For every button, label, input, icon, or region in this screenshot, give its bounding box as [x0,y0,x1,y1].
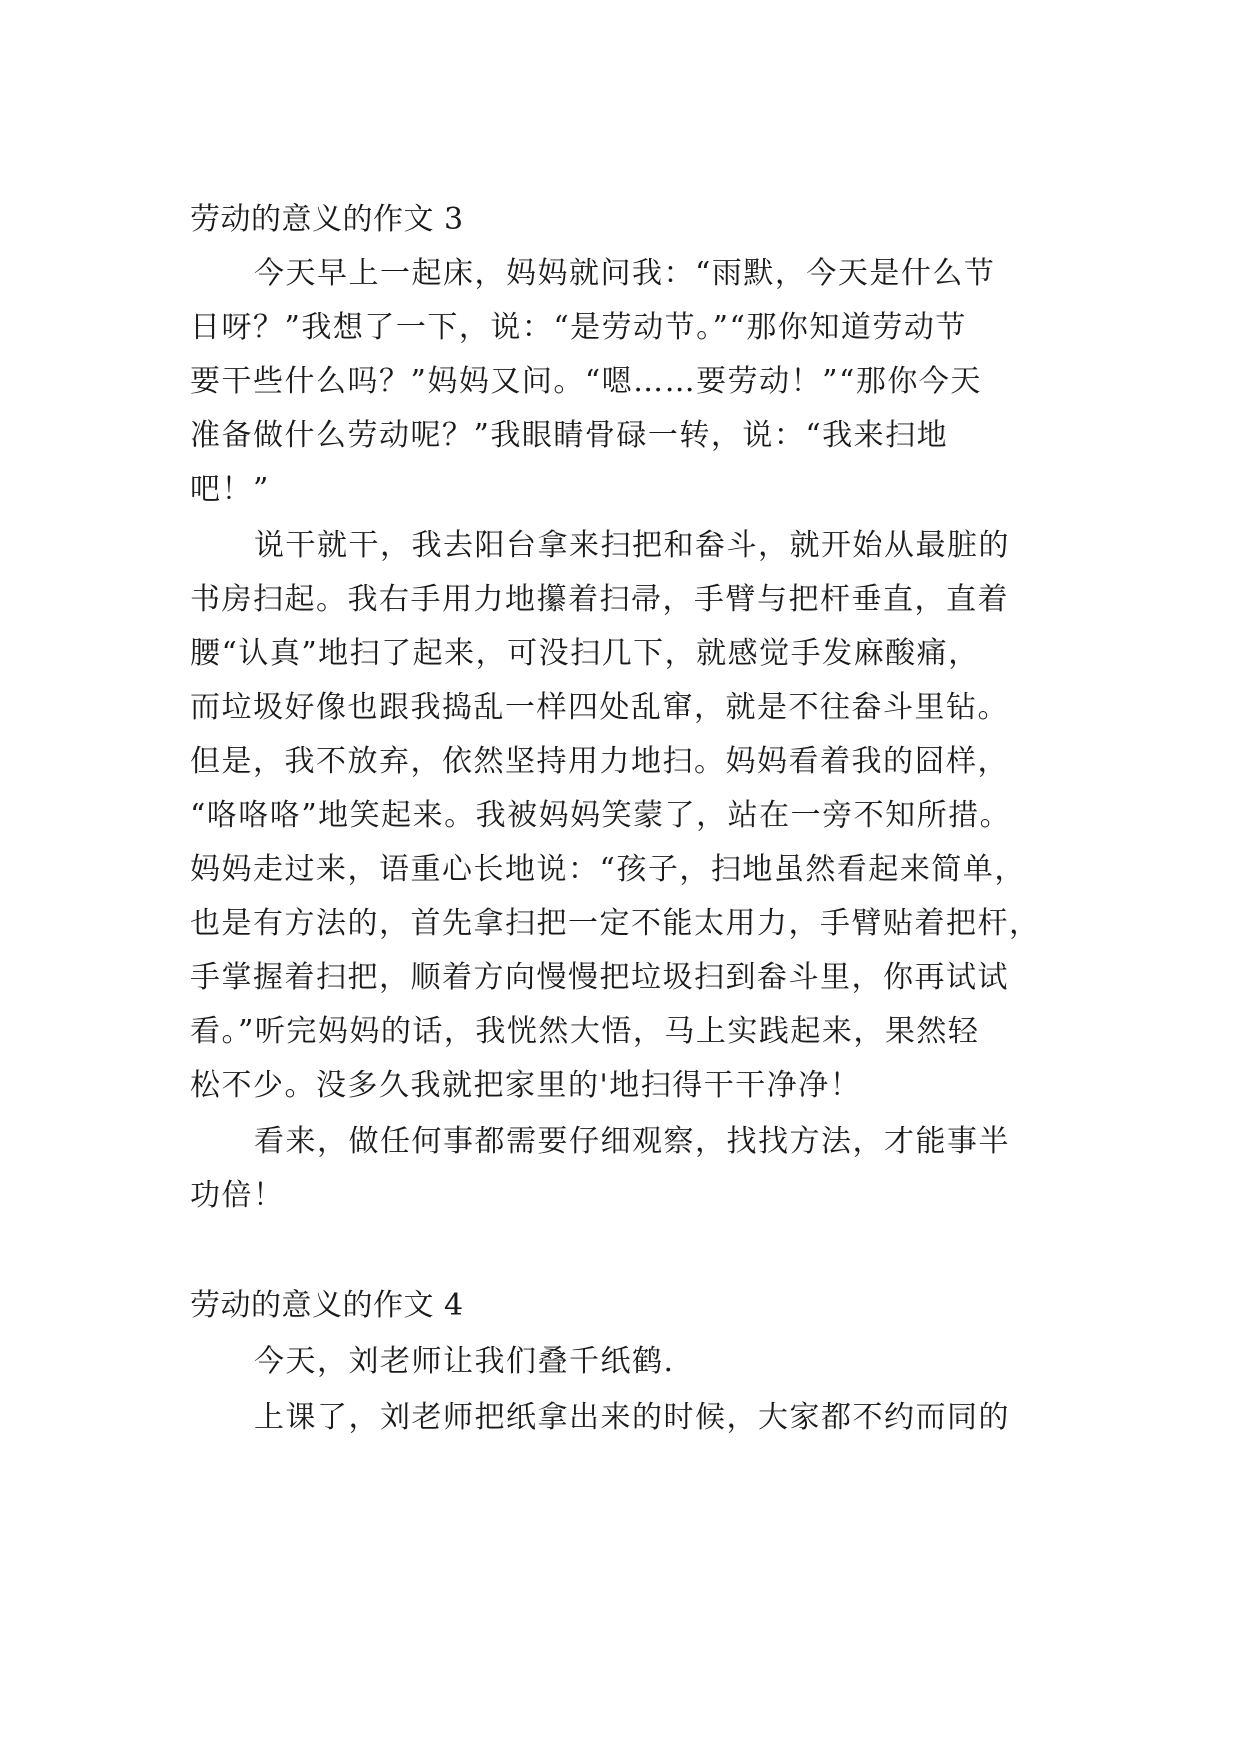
paragraph-line: 也是有方法的，首先拿扫把一定不能太用力，手臂贴着把杆， [190,906,1041,941]
paragraph-line: “咯咯咯”地笑起来。我被妈妈笑蒙了，站在一旁不知所措。 [190,798,1012,833]
paragraph-line: 功倍！ [190,1178,285,1213]
paragraph-line: 但是，我不放弃，依然坚持用力地扫。妈妈看着我的囧样， [190,744,1009,779]
paragraph-line: 手掌握着扫把，顺着方向慢慢把垃圾扫到畚斗里，你再试试 [190,960,1009,995]
paragraph-line: 上课了，刘老师把纸拿出来的时候，大家都不约而同的 [254,1400,1010,1435]
paragraph-line: 要干些什么吗？”妈妈又问。“嗯……要劳动！”“那你今天 [190,364,982,399]
paragraph-line: 吧！” [190,472,270,507]
paragraph-line: 今天，刘老师让我们叠千纸鹤. [254,1344,675,1379]
paragraph-line: 书房扫起。我右手用力地攥着扫帚，手臂与把杆垂直，直着 [190,582,1009,617]
section-title: 劳动的意义的作文 3 [190,202,464,237]
paragraph-line: 而垃圾好像也跟我捣乱一样四处乱窜，就是不往畚斗里钻。 [190,690,1009,725]
paragraph-line: 妈妈走过来，语重心长地说：“孩子，扫地虽然看起来简单， [190,852,1026,887]
section-title: 劳动的意义的作文 4 [190,1288,464,1323]
paragraph-line: 腰“认真”地扫了起来，可没扫几下，就感觉手发麻酸痛， [190,636,980,671]
paragraph-line: 看来，做任何事都需要仔细观察，找找方法，才能事半 [254,1124,1010,1159]
paragraph-line: 看。”听完妈妈的话，我恍然大悟，马上实践起来，果然轻 [190,1014,980,1049]
paragraph-line: 松不少。没多久我就把家里的'地扫得干干净净！ [190,1068,862,1103]
paragraph-line: 今天早上一起床，妈妈就问我：“雨默，今天是什么节 [254,256,996,291]
paragraph-line: 日呀？”我想了一下，说：“是劳动节。”“那你知道劳动节 [190,310,967,345]
paragraph-line: 准备做什么劳动呢？”我眼睛骨碌一转，说：“我来扫地 [190,418,949,453]
paragraph-line: 说干就干，我去阳台拿来扫把和畚斗，就开始从最脏的 [254,528,1010,563]
